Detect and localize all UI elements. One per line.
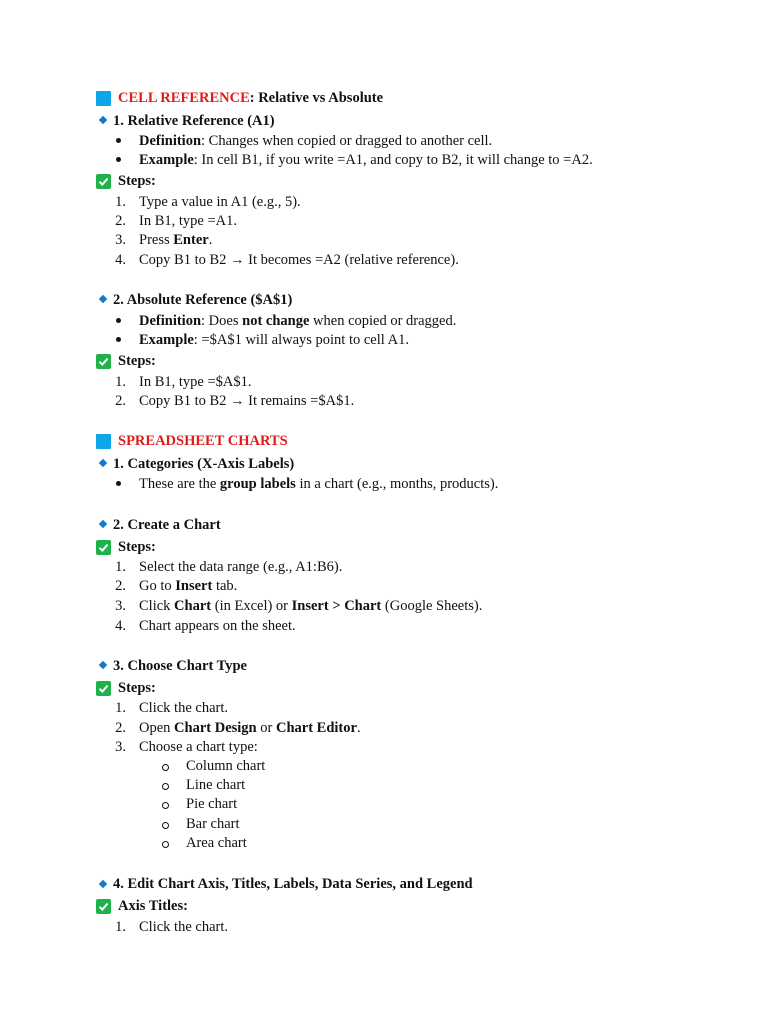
step-text-part: .: [356, 720, 361, 736]
blue-diamond-icon: [99, 520, 107, 528]
chart-type-item: Column chart: [186, 758, 266, 774]
subheading-absolute-reference: 2. Absolute Reference ($A$1): [113, 292, 293, 308]
relative-definition: [139, 132, 492, 150]
step-text-part: In B1, type =A1.: [139, 213, 237, 229]
steps-label: Steps:: [118, 680, 156, 696]
step-text-part: .: [208, 232, 213, 248]
subheading-edit-chart: 4. Edit Chart Axis, Titles, Labels, Data Series, and Legend: [113, 876, 473, 892]
definition-text: : Changes when copied or dragged to another cell.: [201, 133, 493, 149]
chart-type-item: Line chart: [186, 777, 246, 793]
absolute-example: [139, 331, 409, 349]
step-text: In B1, type =$A$1.: [139, 374, 252, 390]
green-check-icon: [96, 174, 111, 189]
step-text-part: tab.: [212, 578, 238, 594]
axis-titles-label: Axis Titles:: [118, 898, 188, 914]
absolute-definition: [139, 312, 456, 330]
step-text: [139, 193, 301, 211]
bullet-icon: [116, 138, 121, 143]
circle-bullet-icon: [162, 783, 169, 790]
step-text-bold: Insert: [175, 578, 213, 594]
step-text-part: Press: [139, 232, 174, 248]
step-text: [139, 212, 237, 230]
section-heading-spreadsheet-charts: SPREADSHEET CHARTS: [118, 433, 288, 449]
chart-type-item: Pie chart: [186, 796, 238, 812]
definition-text: : Does: [201, 313, 243, 329]
step-number: 4.: [115, 252, 126, 268]
circle-bullet-icon: [162, 764, 169, 771]
bullet-icon: [116, 157, 121, 162]
step-text: Click the chart.: [139, 700, 228, 716]
step-text-part: Open: [139, 720, 175, 736]
step-text-bold: Chart Design: [174, 720, 257, 736]
example-text: : In cell B1, if you write =A1, and copy to B2, it will change to =A2.: [193, 152, 593, 168]
example-label: Example: [139, 152, 194, 168]
step-text: [139, 719, 361, 737]
steps-label: Steps:: [118, 539, 156, 555]
green-check-icon: [96, 354, 111, 369]
steps-label: Steps:: [118, 353, 156, 369]
chart-type-item: Bar chart: [186, 816, 240, 832]
step-number: 2.: [115, 578, 126, 594]
section-title-red: CELL REFERENCE: [118, 90, 250, 106]
example-text: : =$A$1 will always point to cell A1.: [193, 332, 409, 348]
step-number: 3.: [115, 598, 126, 614]
step-text: Choose a chart type:: [139, 739, 258, 755]
step-text-part: Go to: [139, 578, 176, 594]
section-title-rest: : Relative vs Absolute: [249, 90, 384, 106]
step-text: [139, 231, 212, 249]
step-text-part: (in Excel) or: [211, 598, 292, 614]
step-number: 1.: [115, 194, 126, 210]
step-text-bold: Insert > Chart: [291, 598, 382, 614]
green-check-icon: [96, 540, 111, 555]
text-bold: group labels: [219, 476, 296, 492]
step-text: [139, 577, 237, 595]
blue-diamond-icon: [99, 880, 107, 888]
green-check-icon: [96, 681, 111, 696]
step-text: [139, 597, 482, 615]
step-text-part: Type a value in A1 (e.g., 5).: [139, 194, 301, 210]
bullet-icon: [116, 337, 121, 342]
step-text: [139, 251, 459, 269]
section-heading-cell-reference: [118, 89, 383, 107]
circle-bullet-icon: [162, 841, 169, 848]
chart-type-item: Area chart: [186, 835, 247, 851]
step-text-part: (Google Sheets).: [381, 598, 483, 614]
step-text-part: Click: [139, 598, 175, 614]
step-number: 3.: [115, 739, 126, 755]
subheading-relative-reference: 1. Relative Reference (A1): [113, 113, 275, 129]
steps-label: Steps:: [118, 173, 156, 189]
categories-text: [139, 475, 498, 493]
bullet-icon: [116, 318, 121, 323]
text-part: in a chart (e.g., months, products).: [295, 476, 499, 492]
blue-square-icon: [96, 91, 111, 106]
relative-example: [139, 151, 593, 169]
definition-text: when copied or dragged.: [309, 313, 457, 329]
step-text-bold: Chart Editor: [275, 720, 357, 736]
step-text: Copy B1 to B2 → It remains =$A$1.: [139, 393, 355, 409]
circle-bullet-icon: [162, 822, 169, 829]
green-check-icon: [96, 899, 111, 914]
subheading-categories: 1. Categories (X-Axis Labels): [113, 456, 295, 472]
definition-label: Definition: [139, 313, 202, 329]
step-number: 3.: [115, 232, 126, 248]
step-text: Click the chart.: [139, 919, 228, 935]
blue-square-icon: [96, 434, 111, 449]
blue-diamond-icon: [99, 116, 107, 124]
text-part: These are the: [139, 476, 220, 492]
step-text-part: Copy B1 to B2 → It becomes =A2 (relative reference).: [139, 252, 459, 268]
step-number: 1.: [115, 374, 126, 390]
definition-label: Definition: [139, 133, 202, 149]
step-text: Select the data range (e.g., A1:B6).: [139, 559, 343, 575]
example-label: Example: [139, 332, 194, 348]
step-number: 2.: [115, 213, 126, 229]
subheading-choose-chart-type: 3. Choose Chart Type: [113, 658, 247, 674]
step-number: 1.: [115, 919, 126, 935]
blue-diamond-icon: [99, 661, 107, 669]
step-text-part: or: [256, 720, 276, 736]
step-number: 2.: [115, 393, 126, 409]
subheading-create-chart: 2. Create a Chart: [113, 517, 221, 533]
step-number: 4.: [115, 618, 126, 634]
step-number: 2.: [115, 720, 126, 736]
step-text: Chart appears on the sheet.: [139, 618, 296, 634]
step-text-bold: Enter: [173, 232, 209, 248]
circle-bullet-icon: [162, 802, 169, 809]
blue-diamond-icon: [99, 295, 107, 303]
step-number: 1.: [115, 559, 126, 575]
step-text-bold: Chart: [174, 598, 212, 614]
blue-diamond-icon: [99, 459, 107, 467]
bullet-icon: [116, 481, 121, 486]
definition-bold: not change: [242, 313, 310, 329]
step-number: 1.: [115, 700, 126, 716]
